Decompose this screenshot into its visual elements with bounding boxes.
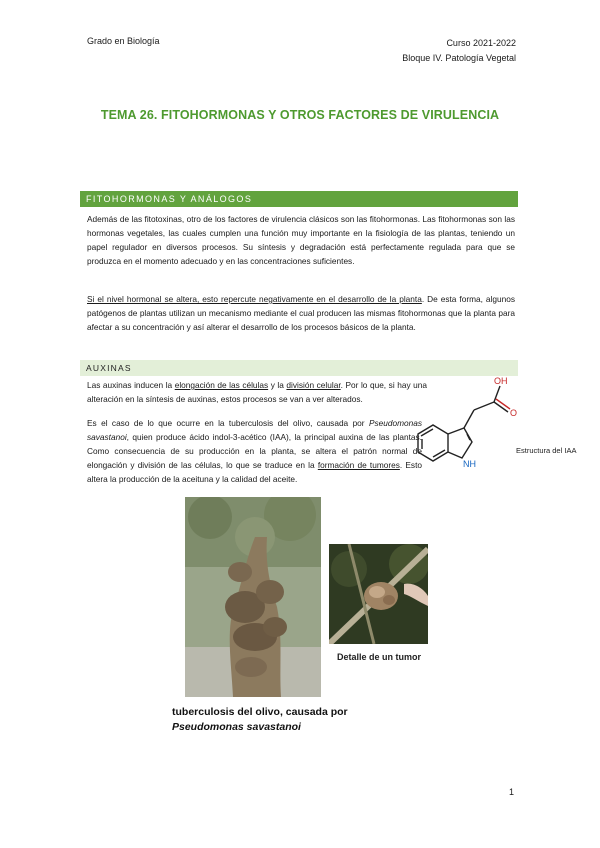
header-year: Curso 2021-2022 [446,38,516,48]
underlined-text: formación de tumores [317,460,400,470]
paragraph-text: . Por lo que, si hay una alteración en la síntesis de auxinas, estos procesos se van a ver alterados. [87,380,427,404]
chem-caption: Estructura del IAA [516,446,577,455]
paragraph-text: . De esta forma, algunos patógenos de plantas utilizan un mecanismo mediante el cual producen las mismas fitohormonas que la planta para afectar a su concentración y así alterar el desarrollo de los procesos básicos de la planta. [87,294,515,332]
iaa-structure-diagram [400,372,530,482]
page-title: TEMA 26. FITOHORMONAS Y OTROS FACTORES DE VIRULENCIA [100,108,500,122]
paragraph-text: y la [268,380,287,390]
oxygen-label: O [510,408,518,418]
pyrrole-ring [448,428,472,458]
section-heading-fitohormonas: FITOHORMONAS Y ANÁLOGOS [80,191,518,207]
tumor-detail-caption: Detalle de un tumor [337,652,422,662]
paragraph-tuberculosis [87,416,422,486]
species-name: Pseudomonas savastanoi [87,418,422,442]
header-course-name: Grado en Biología [87,36,160,46]
header-right [402,36,516,66]
paragraph-text: . Esto altera la producción de la aceituna y la calidad del aceite. [87,460,422,484]
underlined-text: división celular [286,380,341,390]
paragraph-auxinas [87,378,427,406]
underlined-text: Si el nivel hormonal se altera, esto repercute negativamente en el desarrollo de la planta [87,294,422,304]
paragraph-text: Las auxinas inducen la [87,380,175,390]
tumor-detail-photo [329,544,428,644]
photo-caption-line1: tuberculosis del olivo, causada por [172,706,348,718]
nh-label: NH [463,459,476,469]
oh-label: OH [494,376,508,386]
photo-caption-line2: Pseudomonas savastanoi [172,721,301,733]
header-block: Bloque IV. Patología Vegetal [402,53,516,63]
page-number: 1 [509,787,515,797]
paragraph-hormonal-level [87,292,515,334]
paragraph-text: Es el caso de lo que ocurre en la tuberculosis del olivo, causada por [87,418,369,428]
paragraph-text: , quien produce ácido indol-3-acético (IAA), la principal auxina de las plantas. Como consecuencia de su producción en la planta, se altera el patrón normal de elongación y división de las células, lo que se traduce en la [87,432,422,470]
underlined-text: elongación de las células [174,380,269,390]
paragraph-intro: Además de las fitotoxinas, otro de los factores de virulencia clásicos son las fitohormonas. Las fitohormonas son las hormonas vegetales, las cuales cumplen una función muy importante en la fisiología de las plantas, teniendo un papel regulador en diversos procesos. Su síntesis y degradación está perfectamente regulada para que se produzca en el momento adecuado y en las concentraciones suficientes. [87,214,515,266]
section-heading-auxinas: AUXINAS [80,360,518,376]
olive-tree-photo [185,497,321,697]
